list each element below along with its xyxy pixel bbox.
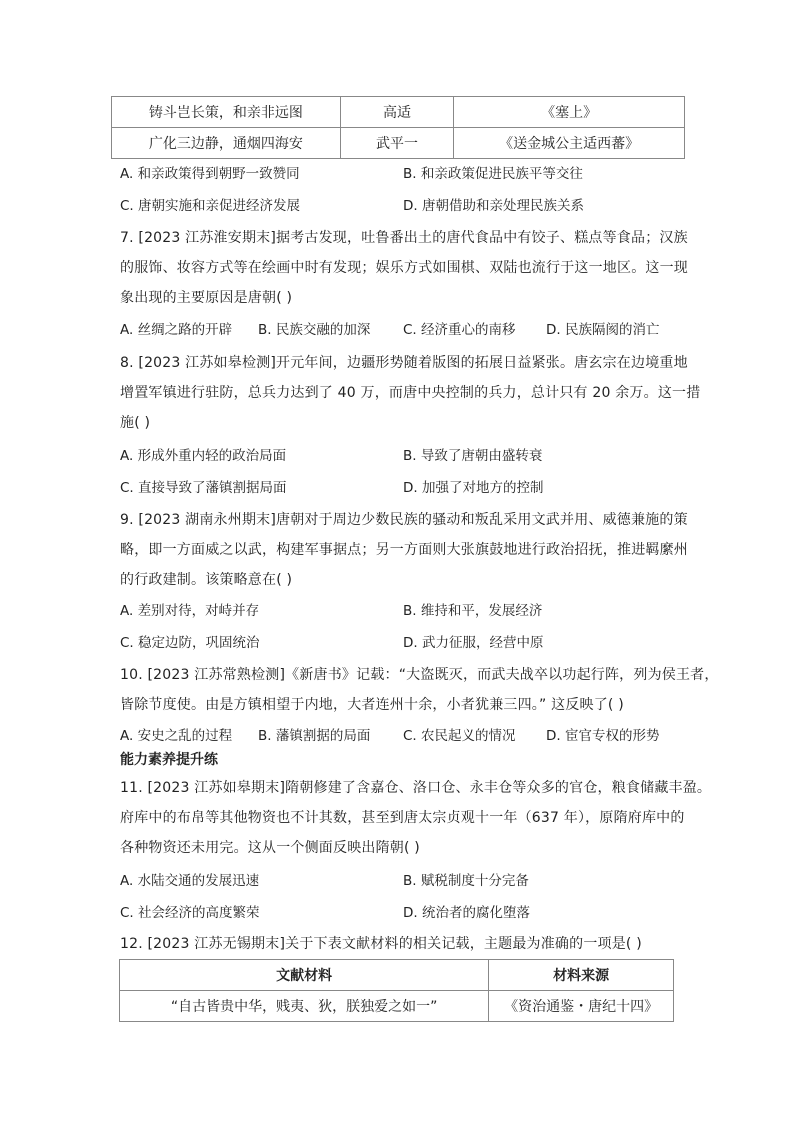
q10-stem-line-2: 皆除节度使。由是方镇相望于内地，大者连州十余，小者犹兼三四。” 这反映了( ) xyxy=(120,697,624,713)
q10-option-d: D. 宦官专权的形势 xyxy=(546,728,660,744)
q11-option-d: D. 统治者的腐化堕落 xyxy=(403,905,530,921)
q10-option-c: C. 农民起义的情况 xyxy=(403,728,516,744)
q11-option-c: C. 社会经济的高度繁荣 xyxy=(120,905,260,921)
section-title: 能力素养提升练 xyxy=(120,752,218,768)
poem-line-cell: 广化三边静，通烟四海安 xyxy=(112,128,341,159)
q7-option-d: D. 民族隔阂的消亡 xyxy=(546,322,660,338)
q11-option-b: B. 赋税制度十分完备 xyxy=(403,873,529,889)
q6-option-b: B. 和亲政策促进民族平等交往 xyxy=(403,166,583,182)
q7-option-a: A. 丝绸之路的开辟 xyxy=(120,322,233,338)
q9-stem-line-1: 9. [2023 湖南永州期末]唐朝对于周边少数民族的骚动和叛乱采用文武并用、威德兼施的策 xyxy=(120,512,688,528)
q12-stem-line-1: 12. [2023 江苏无锡期末]关于下表文献材料的相关记载，主题最为准确的一项是( ) xyxy=(120,936,642,952)
poem-title-cell: 《塞上》 xyxy=(454,97,685,128)
q9-stem-line-2: 略，即一方面威之以武，构建军事据点；另一方面则大张旗鼓地进行政治招抚，推进羁縻州 xyxy=(120,542,688,558)
q11-stem-line-3: 各种物资还未用完。这从一个侧面反映出隋朝( ) xyxy=(120,840,420,856)
q6-option-a: A. 和亲政策得到朝野一致赞同 xyxy=(120,166,300,182)
table-row xyxy=(112,97,685,128)
q9-option-a: A. 差别对待，对峙并存 xyxy=(120,603,260,619)
q10-stem-line-1: 10. [2023 江苏常熟检测]《新唐书》记载：“大盗既灭，而武夫战卒以功起行阵，列为侯王者， xyxy=(120,667,719,683)
q8-stem-line-2: 增置军镇进行驻防，总兵力达到了 40 万，而唐中央控制的兵力，总计只有 20 余万。这一措 xyxy=(120,385,701,401)
q9-stem-line-3: 的行政建制。该策略意在( ) xyxy=(120,572,293,588)
poem-title-cell: 《送金城公主适西蕃》 xyxy=(454,128,685,159)
source-table xyxy=(119,959,674,1022)
q9-option-d: D. 武力征服，经营中原 xyxy=(403,635,544,651)
q11-stem-line-2: 府库中的布帛等其他物资也不计其数，甚至到唐太宗贞观十一年（637 年），原隋府库中的 xyxy=(120,810,685,826)
q7-stem-line-1: 7. [2023 江苏淮安期末]据考古发现，吐鲁番出土的唐代食品中有饺子、糕点等食品；汉族 xyxy=(120,230,688,246)
table-row xyxy=(120,991,674,1022)
q10-option-b: B. 藩镇割据的局面 xyxy=(258,728,371,744)
q8-option-b: B. 导致了唐朝由盛转衰 xyxy=(403,448,543,464)
q8-option-d: D. 加强了对地方的控制 xyxy=(403,480,544,496)
q6-option-c: C. 唐朝实施和亲促进经济发展 xyxy=(120,198,301,214)
poet-cell: 武平一 xyxy=(340,128,454,159)
header-material: 文献材料 xyxy=(120,960,489,991)
q7-stem-line-3: 象出现的主要原因是唐朝( ) xyxy=(120,290,293,306)
q11-stem-line-1: 11. [2023 江苏如皋期末]隋朝修建了含嘉仓、洛口仓、永丰仓等众多的官仓，粮食储藏丰盈。 xyxy=(120,780,712,796)
q10-option-a: A. 安史之乱的过程 xyxy=(120,728,233,744)
q7-stem-line-2: 的服饰、妆容方式等在绘画中时有发现；娱乐方式如围棋、双陆也流行于这一地区。这一现 xyxy=(120,260,688,276)
q7-option-c: C. 经济重心的南移 xyxy=(403,322,516,338)
q9-option-b: B. 维持和平，发展经济 xyxy=(403,603,543,619)
header-source: 材料来源 xyxy=(489,960,674,991)
material-cell: “自古皆贵中华，贱夷、狄，朕独爱之如一” xyxy=(120,991,489,1022)
q9-option-c: C. 稳定边防，巩固统治 xyxy=(120,635,260,651)
poet-cell: 高适 xyxy=(340,97,454,128)
table-header-row xyxy=(120,960,674,991)
q7-option-b: B. 民族交融的加深 xyxy=(258,322,371,338)
q8-stem-line-3: 施( ) xyxy=(120,415,151,431)
poem-table xyxy=(111,96,685,159)
source-cell: 《资治通鉴・唐纪十四》 xyxy=(489,991,674,1022)
q6-option-d: D. 唐朝借助和亲处理民族关系 xyxy=(403,198,584,214)
q8-stem-line-1: 8. [2023 江苏如皋检测]开元年间，边疆形势随着版图的拓展日益紧张。唐玄宗在边境重地 xyxy=(120,355,688,371)
q11-option-a: A. 水陆交通的发展迅速 xyxy=(120,873,260,889)
table-row xyxy=(112,128,685,159)
poem-line-cell: 铸斗岂长策，和亲非远图 xyxy=(112,97,341,128)
q8-option-a: A. 形成外重内轻的政治局面 xyxy=(120,448,287,464)
q8-option-c: C. 直接导致了藩镇割据局面 xyxy=(120,480,287,496)
